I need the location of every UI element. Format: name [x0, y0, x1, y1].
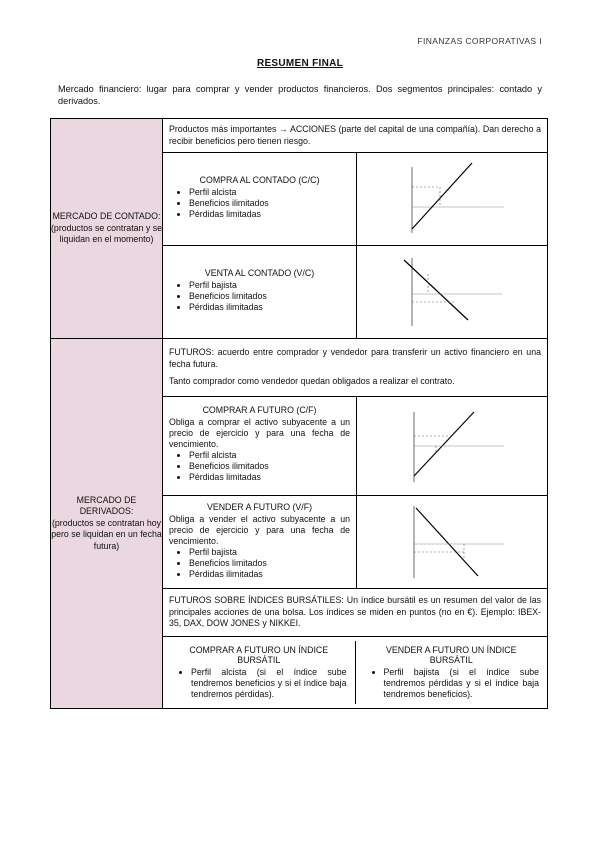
compra-futuro-chart — [392, 406, 512, 486]
derivados-label-sub: (productos se contratan hoy pero se liquidan en un fecha futura) — [51, 517, 162, 551]
venta-contado-row — [163, 246, 547, 338]
venta-futuro-bullets — [169, 547, 350, 580]
venta-indice-heading: VENDER A FUTURO UN ÍNDICE BURSÁTIL — [385, 645, 517, 665]
intro-paragraph: Mercado financiero: lugar para comprar y vender productos financieros. Dos segmentos principales: contado y derivados. — [58, 84, 542, 106]
list-item: • Perfil bajista — [189, 280, 350, 291]
list-item: • Beneficios limitados — [189, 558, 350, 569]
list-item: • Beneficios ilimitados — [189, 461, 350, 472]
contado-label — [51, 119, 163, 339]
list-item: • Pérdidas ilimitadas — [189, 569, 350, 580]
futuros-text-2: Tanto comprador como vendedor quedan obligados a realizar el contrato. — [169, 376, 455, 387]
venta-futuro-desc: Obliga a vender el activo subyacente a un precio de ejercicio y para una fecha de vencimiento. — [169, 514, 350, 546]
derivados-label-title: MERCADO DE DERIVADOS: — [76, 494, 137, 517]
page-header: FINANZAS CORPORATIVAS I — [417, 36, 542, 46]
venta-futuro-row — [163, 496, 547, 588]
compra-futuro-row — [163, 397, 547, 495]
compra-futuro-bullets — [169, 450, 350, 483]
compra-contado-heading: COMPRA AL CONTADO (C/C) — [199, 175, 320, 185]
list-item: • Perfil alcista — [189, 450, 350, 461]
compra-indice-heading: COMPRAR A FUTURO UN ÍNDICE BURSÁTIL — [189, 645, 329, 665]
compra-futuro-desc: Obliga a comprar el activo subyacente a un precio de ejercicio y para una fecha de vencimiento. — [169, 417, 350, 449]
list-item: • Perfil bajista (si el índice sube tendremos pérdidas y si el índice baja tendremos beneficios). — [384, 667, 540, 700]
list-item: • Pérdidas limitadas — [189, 209, 350, 220]
venta-futuro-heading: VENDER A FUTURO (V/F) — [206, 502, 313, 512]
indices-row — [163, 641, 547, 704]
compra-contado-chart — [392, 159, 512, 239]
venta-futuro-chart — [392, 502, 512, 582]
contado-label-sub: (productos se contratan y se liquidan en el momento) — [51, 222, 162, 245]
list-item: • Pérdidas ilimitadas — [189, 302, 350, 313]
list-item: • Pérdidas limitadas — [189, 472, 350, 483]
page-title: RESUMEN FINAL — [256, 58, 344, 69]
contado-description: Productos más importantes → ACCIONES (parte del capital de una compañía). Dan derecho a recibir beneficios pero tienen riesgo. — [169, 124, 541, 146]
list-item: • Beneficios ilimitados — [189, 198, 350, 209]
venta-contado-bullets — [169, 280, 350, 313]
summary-table — [50, 118, 548, 709]
compra-contado-row — [163, 153, 547, 245]
futuros-text-1: FUTUROS: acuerdo entre comprador y vendedor para transferir un activo financiero en una fecha futura. — [169, 347, 541, 369]
contado-label-title: MERCADO DE CONTADO: — [52, 211, 161, 222]
compra-contado-bullets — [169, 187, 350, 220]
list-item: • Perfil bajista — [189, 547, 350, 558]
venta-contado-chart — [392, 252, 512, 332]
list-item: • Perfil alcista — [189, 187, 350, 198]
list-item: • Beneficios limitados — [189, 291, 350, 302]
indices-text: FUTUROS SOBRE ÍNDICES BURSÁTILES: Un índice bursátil es un resumen del valor de las principales acciones de una bolsa. Los índices se miden en puntos (no en €). Ejemplo: IBEX-35, DAX, DOW JONES y NIKKEI. — [169, 595, 541, 629]
venta-contado-heading: VENTA AL CONTADO (V/C) — [204, 268, 315, 278]
compra-futuro-heading: COMPRAR A FUTURO (C/F) — [202, 405, 317, 415]
list-item: • Perfil alcista (si el índice sube tendremos beneficios y si el índice baja tendremos pérdidas). — [191, 667, 347, 700]
derivados-label — [51, 339, 163, 709]
